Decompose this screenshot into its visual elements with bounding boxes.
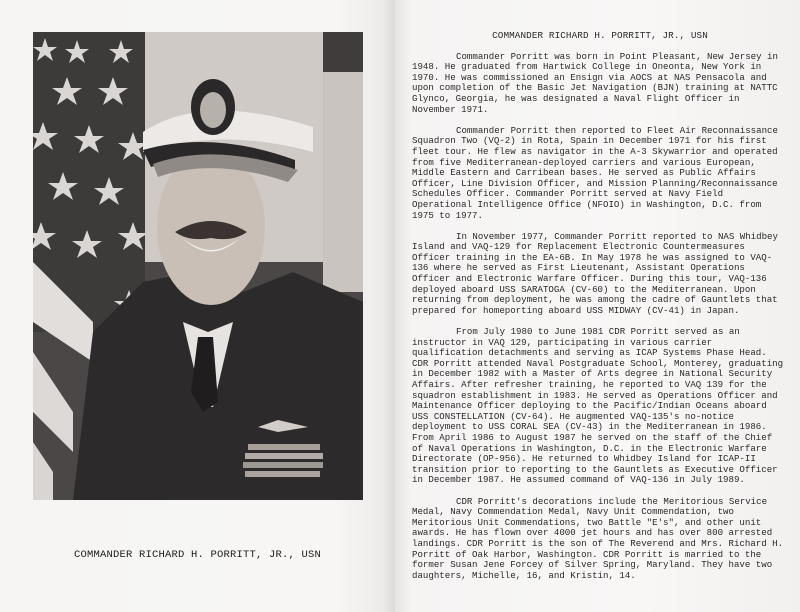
photo-caption: COMMANDER RICHARD H. PORRITT, JR., USN	[73, 549, 322, 561]
bio-paragraph-vaq136: In November 1977, Commander Porritt reported to NAS Whidbey Island and VAQ-129 for Replacement Electronic Countermeasures Officer training in the EA-6B. In May 1978 he was assigned to VAQ-136 where he served as First Lieutenant, Assistant Operations Officer and Electronic Warfare Officer. During this tour, VAQ-136 deployed aboard USS SARATOGA (CV-60) to the Mediterranean. Upon returning from deployment, he was among the cadre of Gauntlets that prepared for homeporting aboard USS MIDWAY (CV-41) in Japan.	[412, 230, 778, 316]
left-page	[0, 0, 395, 612]
bio-paragraph-birth-education: Commander Porritt was born in Point Pleasant, New Jersey in 1948. He graduated from Hartwick College in Oneonta, New York in 1970. He was commissioned an Ensign via AOCS at NAS Pensacola and upon completion of the Basic Jet Navigation (BJN) training at NATTC Glynco, Georgia, he was designated a Naval Flight Officer in November 1971.	[412, 50, 778, 115]
bio-paragraph-vq2: Commander Porritt then reported to Fleet Air Reconnaissance Squadron Two (VQ-2) in Rota, Spain in December 1971 for his first fleet tour. He flew as navigator in the A-3 Skywarrior and operated from five Mediterranean-deployed carriers and various European, Middle Eastern and Carribean bases. He served as Public Affairs Officer, Line Division Officer, and Mission Planning/Reconnaissance Schedules Officer. Commander Porritt served at Navy Field Operational Intelligence Office (NFOIO) in Washington, D.C. from 1975 to 1977.	[412, 124, 778, 221]
portrait-image	[33, 32, 363, 500]
bio-title: COMMANDER RICHARD H. PORRITT, JR., USN	[492, 30, 708, 41]
biography	[412, 31, 788, 592]
bio-paragraph-decorations-family: CDR Porritt's decorations include the Meritorious Service Medal, Navy Commendation Medal, Navy Unit Commendation, two Meritorious Unit Commendations, two Battle "E's", and other unit awards. He has flown over 4000 jet hours and has over 800 arrested landings. CDR Porritt is the son of The Reverend and Mrs. Richard H. Porritt of Oak Harbor, Washington. CDR Porritt is married to the former Susan Jene Forcey of Silver Spring, Maryland. They have two daughters, Michelle, 16, and Kristin, 14.	[412, 495, 784, 581]
bio-paragraph-career: From July 1980 to June 1981 CDR Porritt served as an instructor in VAQ 129, participating in various carrier qualification detachments and serving as ICAP Systems Phase Head. CDR Porritt attended Naval Postgraduate School, Monterey, graduating in December 1982 with a Master of Arts degree in National Security Affairs. After refresher training, he reported to VAQ 139 for the squadron establishment in 1983. He served as Operations Officer and Maintenance Officer deploying to the Pacific/Indian Oceans aboard USS CONSTELLATION (CV-64). He augmented VAQ-135's no-notice deployment to USS CORAL SEA (CV-43) in the Mediterranean in 1986. From April 1986 to August 1987 he served on the staff of the Chief of Naval Operations in Washington, D.C. in the Electronic Warfare Directorate (OP-956). He returned to Whidbey Island for ICAP-II transition prior to reporting to the Gauntlets as Executive Officer in December 1987. He assumed command of VAQ-136 in July 1989.	[412, 326, 784, 486]
portrait-photo	[33, 32, 363, 500]
bleed-through-text	[0, 570, 395, 582]
